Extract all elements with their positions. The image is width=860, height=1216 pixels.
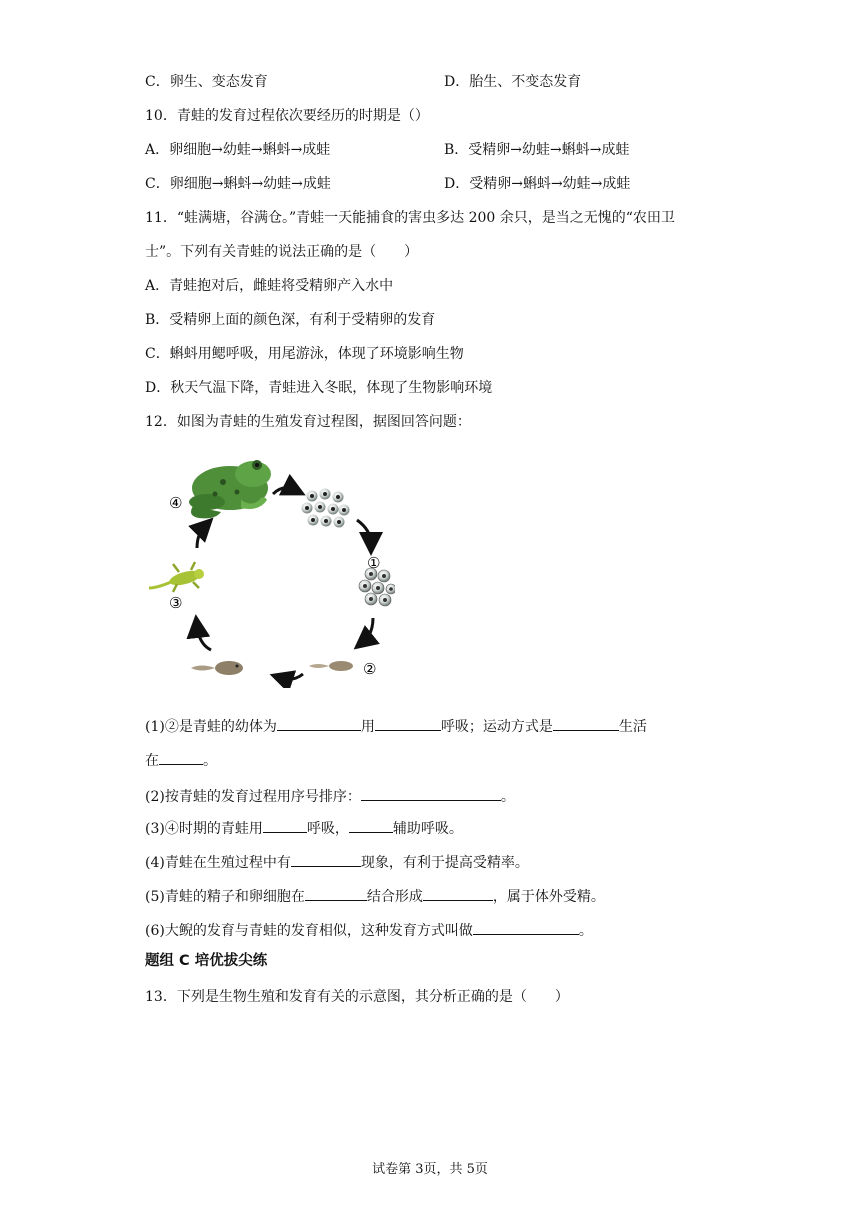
q12-sub3	[145, 818, 463, 838]
q12-sub2-text-b: 。	[500, 789, 515, 805]
q12-sub1-text-c: 呼吸；运动方式是	[440, 719, 553, 735]
answer-blank-fertilization-place[interactable]	[305, 886, 367, 901]
answer-blank-mating-phenomenon[interactable]	[291, 852, 361, 867]
q12-sub1-text-e: 在	[145, 753, 159, 769]
answer-blank-larva-movement[interactable]	[553, 716, 619, 731]
arrow-tadpole-to-tadpole	[281, 674, 303, 679]
q11-stem-line1: 11．“蛙满塘，谷满仓。”青蛙一天能捕食的害虫多达 200 余只，是当之无愧的“农田卫	[145, 210, 675, 226]
froglet-image	[149, 562, 204, 592]
q12-sub3-text-a: (3)④时期的青蛙用	[145, 821, 263, 837]
q12-sub1-text-a: (1)②是青蛙的幼体为	[145, 719, 277, 735]
page-footer: 试卷第 3页，共 5页	[372, 1162, 488, 1177]
q13-stem: 13．下列是生物生殖和发育有关的示意图，其分析正确的是（ ）	[145, 989, 569, 1005]
q10-option-a: A．卵细胞→幼蛙→蝌蚪→成蛙	[145, 142, 331, 158]
q12-sub5	[145, 886, 605, 906]
label-eggs: ①	[367, 554, 381, 572]
answer-blank-larva-name[interactable]	[277, 716, 361, 731]
q11-option-d: D．秋天气温下降，青蛙进入冬眠，体现了生物影响环境	[145, 380, 493, 396]
arrow-tadpole-to-froglet	[197, 626, 211, 650]
q12-sub1-text-d: 生活	[618, 719, 647, 735]
answer-blank-development-type[interactable]	[473, 920, 579, 935]
answer-blank-adult-breathing[interactable]	[263, 818, 307, 833]
arrow-froglet-to-adult	[197, 526, 205, 548]
answer-blank-auxiliary-breathing[interactable]	[349, 818, 393, 833]
q12-sub5-text-b: 结合形成	[366, 889, 423, 905]
q10-stem: 10．青蛙的发育过程依次要经历的时期是（）	[145, 108, 429, 124]
answer-blank-larva-breathing[interactable]	[375, 716, 441, 731]
answer-blank-fertilized-product[interactable]	[423, 886, 493, 901]
q12-sub4	[145, 852, 529, 872]
tadpole-large-image	[191, 661, 243, 675]
q12-sub5-text-a: (5)青蛙的精子和卵细胞在	[145, 889, 305, 905]
q12-sub1-text-b: 用	[360, 719, 375, 735]
q10-option-d: D．受精卵→蝌蚪→幼蛙→成蛙	[444, 176, 631, 192]
q10-option-c: C．卵细胞→蝌蚪→幼蛙→成蛙	[145, 176, 331, 192]
frog-life-cycle-diagram	[145, 448, 395, 688]
egg-cluster-image	[302, 489, 350, 528]
q9-option-c: C．卵生、变态发育	[145, 74, 268, 90]
q12-sub3-text-c: 辅助呼吸。	[392, 821, 463, 837]
q12-sub6-text-b: 。	[578, 923, 593, 939]
q11-stem-line2: 士”。下列有关青蛙的说法正确的是（ ）	[145, 244, 419, 260]
q12-sub1-line2	[145, 750, 217, 770]
q12-sub6	[145, 920, 593, 940]
q12-sub1-line1	[145, 716, 647, 736]
adult-frog-image	[189, 460, 271, 518]
q10-option-b: B．受精卵→幼蛙→蝌蚪→成蛙	[444, 142, 630, 158]
q12-stem: 12．如图为青蛙的生殖发育过程图，据图回答问题：	[145, 414, 471, 430]
q12-sub4-text-a: (4)青蛙在生殖过程中有	[145, 855, 291, 871]
q12-sub5-text-c: ，属于体外受精。	[492, 889, 605, 905]
answer-blank-sequence[interactable]	[361, 786, 501, 801]
tadpole-small-image	[309, 661, 353, 671]
label-tadpole: ②	[363, 660, 377, 678]
q12-sub2	[145, 786, 515, 806]
arrow-fertilized-to-tadpole	[363, 618, 373, 642]
label-froglet: ③	[169, 594, 183, 612]
arrow-adult-to-eggs	[273, 488, 295, 494]
answer-blank-larva-habitat[interactable]	[159, 750, 203, 765]
q12-sub1-text-f: 。	[203, 753, 217, 769]
fertilized-eggs-image	[359, 568, 395, 606]
q11-option-a: A．青蛙抱对后，雌蛙将受精卵产入水中	[145, 278, 394, 294]
q12-sub2-text-a: (2)按青蛙的发育过程用序号排序：	[145, 789, 361, 805]
section-c-heading: 题组 C 培优拔尖练	[145, 953, 268, 969]
label-adult: ④	[169, 494, 183, 512]
q11-option-b: B．受精卵上面的颜色深，有利于受精卵的发育	[145, 312, 436, 328]
q9-option-d: D．胎生、不变态发育	[444, 74, 582, 90]
q11-option-c: C．蝌蚪用鳃呼吸，用尾游泳，体现了环境影响生物	[145, 346, 464, 362]
q12-sub3-text-b: 呼吸，	[306, 821, 349, 837]
q12-sub4-text-b: 现象，有利于提高受精率。	[360, 855, 529, 871]
q12-sub6-text-a: (6)大鲵的发育与青蛙的发育相似，这种发育方式叫做	[145, 923, 473, 939]
arrow-eggs-to-fertilized	[357, 520, 371, 544]
